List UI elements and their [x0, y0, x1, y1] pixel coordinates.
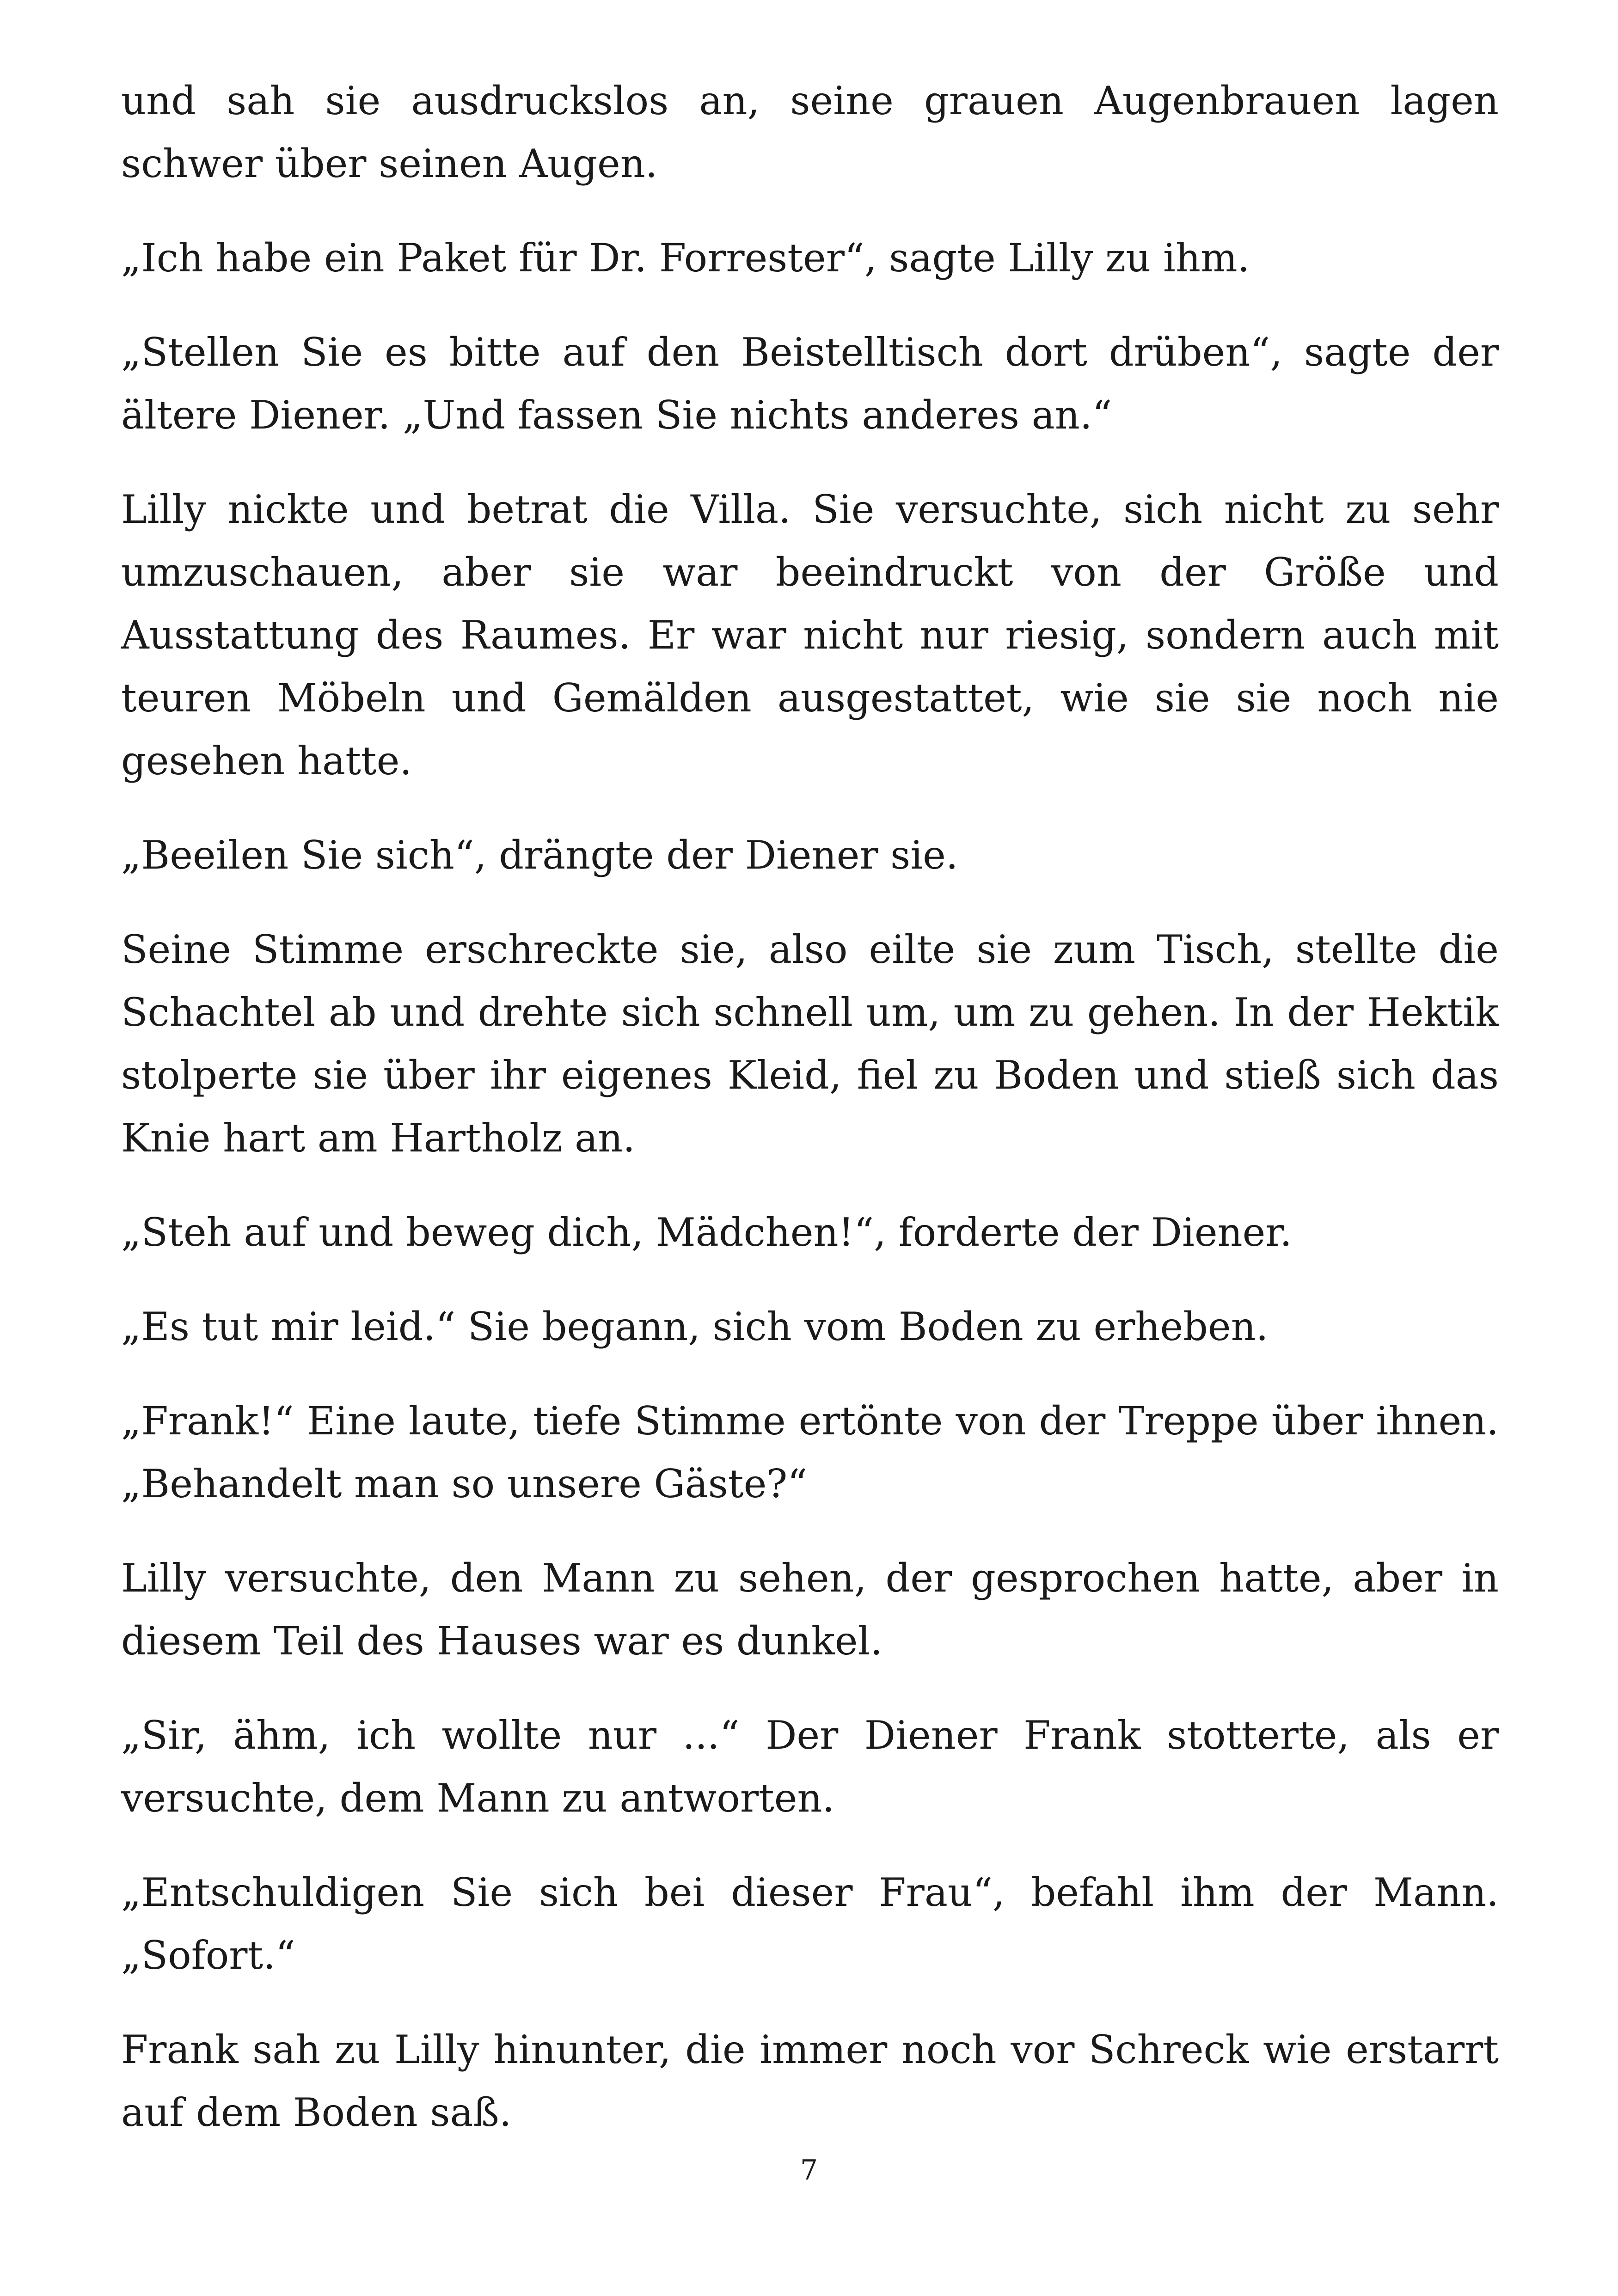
paragraph-5: „Beeilen Sie sich“, drängte der Diener sie.	[121, 833, 958, 878]
page-body	[121, 69, 1499, 2175]
paragraph-11: „Sir, ähm, ich wollte nur ...“ Der Diener Frank stotterte, als er versuchte, dem Mann zu antworten.	[121, 1713, 1499, 1821]
page-number: 7	[800, 2154, 818, 2186]
paragraph-9: „Frank!“ Eine laute, tiefe Stimme ertönte von der Treppe über ihnen. „Behandelt man so unsere Gäste?“	[121, 1398, 1499, 1506]
paragraph-7: „Steh auf und beweg dich, Mädchen!“, forderte der Diener.	[121, 1210, 1292, 1255]
paragraph-13: Frank sah zu Lilly hinunter, die immer noch vor Schreck wie erstarrt auf dem Boden saß.	[121, 2027, 1499, 2135]
paragraph-4: Lilly nickte und betrat die Villa. Sie versuchte, sich nicht zu sehr umzuschauen, aber sie war beeindruckt von der Größe und Ausstattung des Raumes. Er war nicht nur riesig, sondern auch mit teuren Möbeln und Gemälden ausgestattet, wie sie sie noch nie gesehen hatte.	[121, 487, 1499, 784]
paragraph-3: „Stellen Sie es bitte auf den Beistelltisch dort drüben“, sagte der ältere Diener. „Und fassen Sie nichts anderes an.“	[121, 330, 1499, 438]
paragraph-2: „Ich habe ein Paket für Dr. Forrester“, sagte Lilly zu ihm.	[121, 235, 1250, 281]
paragraph-8: „Es tut mir leid.“ Sie begann, sich vom Boden zu erheben.	[121, 1304, 1269, 1349]
paragraph-12: „Entschuldigen Sie sich bei dieser Frau“, befahl ihm der Mann. „Sofort.“	[121, 1870, 1499, 1978]
paragraph-1: und sah sie ausdruckslos an, seine grauen Augenbrauen lagen schwer über seinen Augen.	[121, 78, 1499, 186]
paragraph-6: Seine Stimme erschreckte sie, also eilte sie zum Tisch, stellte die Schachtel ab und drehte sich schnell um, um zu gehen. In der Hektik stolperte sie über ihr eigenes Kleid, fiel zu Boden und stieß sich das Knie hart am Hartholz an.	[121, 927, 1499, 1161]
paragraph-10: Lilly versuchte, den Mann zu sehen, der gesprochen hatte, aber in diesem Teil des Hauses war es dunkel.	[121, 1555, 1499, 1664]
